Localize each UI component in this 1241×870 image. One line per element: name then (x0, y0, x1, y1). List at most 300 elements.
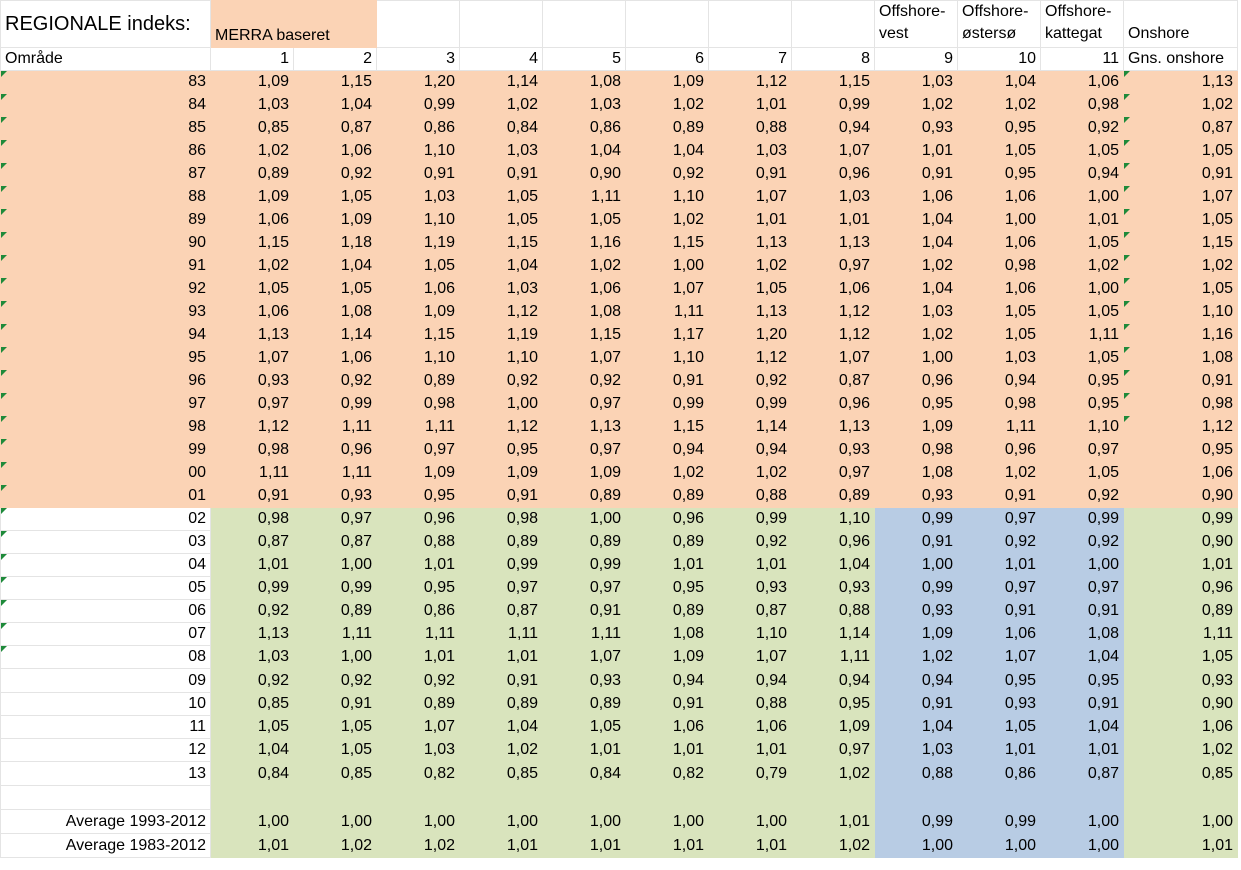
value-cell[interactable]: 0,85 (211, 693, 294, 716)
value-cell[interactable]: 0,89 (211, 163, 294, 186)
value-cell[interactable]: 1,12 (211, 416, 294, 439)
value-cell[interactable]: 0,85 (294, 762, 377, 786)
value-cell[interactable]: 1,02 (709, 462, 792, 485)
value-cell[interactable]: 0,91 (377, 163, 460, 186)
row-label[interactable]: 04 (1, 554, 211, 577)
row-label[interactable]: 92 (1, 278, 211, 301)
value-cell[interactable]: 1,04 (626, 140, 709, 163)
value-cell[interactable]: 0,94 (709, 439, 792, 462)
value-cell[interactable]: 1,06 (958, 623, 1041, 646)
row-label[interactable]: 10 (1, 693, 211, 716)
value-cell[interactable]: 1,14 (460, 71, 543, 94)
value-cell[interactable]: 1,16 (1124, 324, 1238, 347)
value-cell[interactable]: 0,92 (543, 370, 626, 393)
value-cell[interactable] (709, 786, 792, 810)
value-cell[interactable]: 1,03 (792, 186, 875, 209)
value-cell[interactable]: 0,89 (626, 531, 709, 554)
value-cell[interactable]: 1,02 (958, 94, 1041, 117)
value-cell[interactable]: 1,06 (1124, 462, 1238, 485)
value-cell[interactable]: 0,91 (875, 163, 958, 186)
value-cell[interactable]: 1,03 (875, 301, 958, 324)
value-cell[interactable]: 1,11 (1041, 324, 1124, 347)
column-number-1[interactable]: 1 (211, 48, 294, 71)
value-cell[interactable]: 1,07 (543, 347, 626, 370)
value-cell[interactable]: 0,93 (792, 577, 875, 600)
value-cell[interactable]: 0,93 (543, 669, 626, 693)
value-cell[interactable]: 1,12 (709, 71, 792, 94)
value-cell[interactable]: 1,02 (377, 834, 460, 858)
value-cell[interactable]: 1,08 (543, 301, 626, 324)
value-cell[interactable]: 1,10 (377, 140, 460, 163)
value-cell[interactable]: 1,01 (460, 834, 543, 858)
value-cell[interactable]: 1,12 (1124, 416, 1238, 439)
value-cell[interactable]: 0,98 (211, 508, 294, 531)
value-cell[interactable]: 1,15 (1124, 232, 1238, 255)
value-cell[interactable]: 1,14 (709, 416, 792, 439)
value-cell[interactable]: 1,05 (377, 255, 460, 278)
value-cell[interactable]: 0,94 (958, 370, 1041, 393)
row-label[interactable]: 95 (1, 347, 211, 370)
value-cell[interactable]: 1,09 (211, 186, 294, 209)
value-cell[interactable]: 0,94 (875, 669, 958, 693)
row-label[interactable]: 96 (1, 370, 211, 393)
row-label[interactable]: 00 (1, 462, 211, 485)
value-cell[interactable]: 0,84 (211, 762, 294, 786)
value-cell[interactable]: 0,96 (294, 439, 377, 462)
row-label[interactable]: 99 (1, 439, 211, 462)
value-cell[interactable]: 1,13 (1124, 71, 1238, 94)
value-cell[interactable]: 0,87 (792, 370, 875, 393)
value-cell[interactable]: 1,05 (1124, 646, 1238, 669)
header-offshore-kattegat[interactable]: Offshore- kattegat (1041, 1, 1124, 48)
value-cell[interactable]: 1,01 (709, 554, 792, 577)
value-cell[interactable]: 0,99 (875, 577, 958, 600)
value-cell[interactable]: 1,11 (211, 462, 294, 485)
value-cell[interactable]: 0,92 (211, 669, 294, 693)
row-label[interactable]: 91 (1, 255, 211, 278)
value-cell[interactable]: 1,00 (875, 834, 958, 858)
value-cell[interactable]: 0,85 (211, 117, 294, 140)
header-offshore-vest[interactable]: Offshore- vest (875, 1, 958, 48)
value-cell[interactable]: 1,02 (1124, 94, 1238, 117)
value-cell[interactable]: 1,13 (543, 416, 626, 439)
value-cell[interactable]: 0,99 (211, 577, 294, 600)
value-cell[interactable]: 0,94 (1041, 163, 1124, 186)
value-cell[interactable]: 1,00 (543, 810, 626, 834)
value-cell[interactable]: 1,03 (211, 94, 294, 117)
value-cell[interactable]: 0,87 (211, 531, 294, 554)
value-cell[interactable]: 1,04 (211, 739, 294, 762)
value-cell[interactable]: 1,07 (792, 347, 875, 370)
value-cell[interactable]: 1,01 (709, 739, 792, 762)
value-cell[interactable]: 0,97 (294, 508, 377, 531)
value-cell[interactable]: 1,03 (460, 140, 543, 163)
value-cell[interactable]: 0,95 (377, 577, 460, 600)
value-cell[interactable]: 0,97 (792, 739, 875, 762)
value-cell[interactable]: 0,91 (1124, 163, 1238, 186)
row-label[interactable]: 87 (1, 163, 211, 186)
value-cell[interactable]: 0,98 (875, 439, 958, 462)
value-cell[interactable]: 0,99 (294, 577, 377, 600)
value-cell[interactable]: 1,03 (211, 646, 294, 669)
value-cell[interactable]: 0,84 (543, 762, 626, 786)
value-cell[interactable]: 0,91 (875, 531, 958, 554)
value-cell[interactable]: 1,13 (792, 232, 875, 255)
value-cell[interactable]: 1,11 (460, 623, 543, 646)
value-cell[interactable]: 1,05 (1041, 462, 1124, 485)
value-cell[interactable]: 1,02 (460, 94, 543, 117)
column-number-11[interactable]: 11 (1041, 48, 1124, 71)
value-cell[interactable]: 1,06 (958, 186, 1041, 209)
column-number-8[interactable]: 8 (792, 48, 875, 71)
value-cell[interactable]: 1,05 (294, 739, 377, 762)
value-cell[interactable]: 1,02 (543, 255, 626, 278)
row-label[interactable]: 12 (1, 739, 211, 762)
row-label[interactable]: 06 (1, 600, 211, 623)
value-cell[interactable]: 1,08 (543, 71, 626, 94)
value-cell[interactable]: 1,10 (1041, 416, 1124, 439)
value-cell[interactable] (626, 786, 709, 810)
value-cell[interactable]: 0,89 (792, 485, 875, 508)
value-cell[interactable]: 1,01 (626, 554, 709, 577)
value-cell[interactable]: 1,06 (792, 278, 875, 301)
column-number-6[interactable]: 6 (626, 48, 709, 71)
value-cell[interactable]: 1,00 (1041, 554, 1124, 577)
value-cell[interactable]: 1,02 (1041, 255, 1124, 278)
value-cell[interactable]: 0,89 (460, 531, 543, 554)
value-cell[interactable]: 1,10 (626, 186, 709, 209)
value-cell[interactable]: 1,00 (875, 554, 958, 577)
value-cell[interactable]: 0,91 (1041, 600, 1124, 623)
value-cell[interactable]: 1,10 (460, 347, 543, 370)
value-cell[interactable]: 1,12 (792, 324, 875, 347)
value-cell[interactable]: 1,00 (1041, 278, 1124, 301)
value-cell[interactable]: 1,05 (958, 716, 1041, 739)
value-cell[interactable]: 1,02 (792, 762, 875, 786)
value-cell[interactable]: 1,00 (1124, 810, 1238, 834)
value-cell[interactable] (460, 786, 543, 810)
row-label[interactable]: 09 (1, 669, 211, 693)
value-cell[interactable]: 0,91 (460, 669, 543, 693)
value-cell[interactable]: 0,99 (958, 810, 1041, 834)
value-cell[interactable]: 1,10 (377, 347, 460, 370)
value-cell[interactable]: 1,07 (709, 186, 792, 209)
value-cell[interactable]: 0,96 (792, 163, 875, 186)
value-cell[interactable]: 0,97 (958, 577, 1041, 600)
row-label[interactable]: 84 (1, 94, 211, 117)
value-cell[interactable]: 1,01 (1041, 209, 1124, 232)
row-label[interactable]: 98 (1, 416, 211, 439)
value-cell[interactable] (377, 786, 460, 810)
value-cell[interactable]: 1,13 (709, 301, 792, 324)
value-cell[interactable]: 1,02 (875, 255, 958, 278)
value-cell[interactable]: 1,02 (626, 209, 709, 232)
value-cell[interactable]: 0,92 (1041, 485, 1124, 508)
value-cell[interactable]: 1,11 (626, 301, 709, 324)
value-cell[interactable]: 1,06 (875, 186, 958, 209)
value-cell[interactable]: 0,97 (211, 393, 294, 416)
value-cell[interactable]: 0,97 (792, 255, 875, 278)
value-cell[interactable]: 1,06 (211, 209, 294, 232)
value-cell[interactable]: 0,91 (294, 693, 377, 716)
value-cell[interactable]: 0,90 (1124, 693, 1238, 716)
row-label[interactable]: 11 (1, 716, 211, 739)
value-cell[interactable]: 0,89 (543, 485, 626, 508)
value-cell[interactable]: 1,07 (626, 278, 709, 301)
value-cell[interactable]: 1,05 (1124, 140, 1238, 163)
value-cell[interactable]: 0,95 (1041, 669, 1124, 693)
value-cell[interactable]: 0,91 (875, 693, 958, 716)
value-cell[interactable]: 1,05 (543, 716, 626, 739)
value-cell[interactable]: 0,99 (543, 554, 626, 577)
value-cell[interactable]: 1,00 (294, 646, 377, 669)
value-cell[interactable]: 1,13 (211, 324, 294, 347)
value-cell[interactable]: 1,07 (792, 140, 875, 163)
value-cell[interactable]: 0,88 (709, 485, 792, 508)
value-cell[interactable]: 1,00 (958, 209, 1041, 232)
value-cell[interactable]: 0,89 (377, 370, 460, 393)
value-cell[interactable]: 0,94 (709, 669, 792, 693)
value-cell[interactable]: 1,10 (626, 347, 709, 370)
value-cell[interactable] (1041, 786, 1124, 810)
value-cell[interactable]: 0,98 (211, 439, 294, 462)
value-cell[interactable]: 0,88 (792, 600, 875, 623)
value-cell[interactable]: 0,92 (1041, 531, 1124, 554)
value-cell[interactable]: 1,02 (626, 94, 709, 117)
value-cell[interactable]: 0,96 (792, 531, 875, 554)
value-cell[interactable]: 1,05 (958, 140, 1041, 163)
value-cell[interactable]: 0,97 (1041, 577, 1124, 600)
value-cell[interactable]: 1,02 (875, 94, 958, 117)
value-cell[interactable]: 1,03 (460, 278, 543, 301)
value-cell[interactable]: 1,05 (1041, 347, 1124, 370)
value-cell[interactable]: 0,91 (543, 600, 626, 623)
value-cell[interactable]: 1,04 (294, 255, 377, 278)
value-cell[interactable]: 1,06 (294, 140, 377, 163)
value-cell[interactable]: 1,06 (709, 716, 792, 739)
value-cell[interactable]: 1,02 (958, 462, 1041, 485)
value-cell[interactable]: 1,09 (875, 623, 958, 646)
value-cell[interactable]: 1,15 (211, 232, 294, 255)
value-cell[interactable]: 0,95 (1041, 393, 1124, 416)
value-cell[interactable]: 1,00 (626, 255, 709, 278)
value-cell[interactable]: 0,95 (875, 393, 958, 416)
value-cell[interactable]: 0,91 (958, 600, 1041, 623)
row-label[interactable] (1, 786, 211, 810)
value-cell[interactable]: 1,04 (1041, 646, 1124, 669)
value-cell[interactable] (294, 786, 377, 810)
value-cell[interactable]: 0,97 (543, 393, 626, 416)
value-cell[interactable]: 1,15 (294, 71, 377, 94)
value-cell[interactable]: 0,95 (958, 669, 1041, 693)
merra-label[interactable]: MERRA baseret (211, 1, 377, 48)
value-cell[interactable]: 1,06 (1041, 71, 1124, 94)
value-cell[interactable]: 1,06 (543, 278, 626, 301)
value-cell[interactable]: 0,93 (1124, 669, 1238, 693)
value-cell[interactable]: 0,99 (875, 508, 958, 531)
value-cell[interactable]: 1,09 (460, 462, 543, 485)
value-cell[interactable]: 0,87 (294, 117, 377, 140)
value-cell[interactable]: 0,90 (543, 163, 626, 186)
value-cell[interactable]: 1,04 (958, 71, 1041, 94)
value-cell[interactable]: 1,00 (211, 810, 294, 834)
value-cell[interactable]: 0,88 (709, 117, 792, 140)
value-cell[interactable]: 0,97 (543, 439, 626, 462)
value-cell[interactable]: 1,10 (1124, 301, 1238, 324)
value-cell[interactable]: 1,18 (294, 232, 377, 255)
value-cell[interactable]: 0,99 (709, 508, 792, 531)
value-cell[interactable]: 0,93 (875, 600, 958, 623)
value-cell[interactable]: 1,11 (958, 416, 1041, 439)
value-cell[interactable]: 1,06 (294, 347, 377, 370)
value-cell[interactable]: 0,89 (294, 600, 377, 623)
row-label[interactable]: 89 (1, 209, 211, 232)
value-cell[interactable]: 0,92 (377, 669, 460, 693)
value-cell[interactable]: 1,05 (460, 209, 543, 232)
sheet-title[interactable]: REGIONALE indeks: (1, 1, 211, 48)
value-cell[interactable]: 1,05 (1041, 140, 1124, 163)
value-cell[interactable]: 1,01 (626, 739, 709, 762)
value-cell[interactable]: 0,94 (792, 669, 875, 693)
value-cell[interactable] (875, 786, 958, 810)
value-cell[interactable]: 0,84 (460, 117, 543, 140)
value-cell[interactable]: 0,92 (294, 669, 377, 693)
row-label[interactable]: 07 (1, 623, 211, 646)
value-cell[interactable]: 0,92 (294, 370, 377, 393)
column-number-3[interactable]: 3 (377, 48, 460, 71)
value-cell[interactable]: 1,01 (377, 554, 460, 577)
value-cell[interactable]: 1,05 (543, 209, 626, 232)
value-cell[interactable]: 1,00 (543, 508, 626, 531)
value-cell[interactable]: 1,16 (543, 232, 626, 255)
row-label[interactable]: Average 1983-2012 (1, 834, 211, 858)
value-cell[interactable]: 0,91 (1041, 693, 1124, 716)
row-label[interactable]: 88 (1, 186, 211, 209)
value-cell[interactable]: 1,09 (543, 462, 626, 485)
value-cell[interactable]: 0,99 (626, 393, 709, 416)
value-cell[interactable]: 0,91 (958, 485, 1041, 508)
value-cell[interactable]: 1,05 (294, 186, 377, 209)
value-cell[interactable]: 1,02 (211, 140, 294, 163)
value-cell[interactable]: 1,06 (377, 278, 460, 301)
value-cell[interactable]: 1,05 (958, 301, 1041, 324)
header-offshore-ostersoe[interactable]: Offshore- østersø (958, 1, 1041, 48)
value-cell[interactable]: 1,09 (626, 646, 709, 669)
value-cell[interactable]: 1,08 (626, 623, 709, 646)
value-cell[interactable]: 1,12 (792, 301, 875, 324)
value-cell[interactable]: 1,10 (377, 209, 460, 232)
value-cell[interactable]: 1,01 (875, 140, 958, 163)
value-cell[interactable]: 1,13 (792, 416, 875, 439)
value-cell[interactable]: 0,97 (792, 462, 875, 485)
value-cell[interactable]: 1,15 (543, 324, 626, 347)
value-cell[interactable]: 1,04 (1041, 716, 1124, 739)
value-cell[interactable]: 1,12 (709, 347, 792, 370)
value-cell[interactable]: 0,88 (875, 762, 958, 786)
value-cell[interactable]: 1,05 (211, 716, 294, 739)
value-cell[interactable]: 1,11 (377, 623, 460, 646)
value-cell[interactable]: 1,00 (1041, 834, 1124, 858)
value-cell[interactable]: 1,01 (1041, 739, 1124, 762)
value-cell[interactable]: 0,99 (1124, 508, 1238, 531)
value-cell[interactable]: 0,94 (626, 439, 709, 462)
value-cell[interactable]: 1,05 (709, 278, 792, 301)
column-number-2[interactable]: 2 (294, 48, 377, 71)
value-cell[interactable]: 0,85 (1124, 762, 1238, 786)
value-cell[interactable]: 0,91 (211, 485, 294, 508)
value-cell[interactable]: 1,03 (875, 71, 958, 94)
value-cell[interactable]: 1,09 (377, 462, 460, 485)
value-cell[interactable]: 0,89 (377, 693, 460, 716)
value-cell[interactable]: 0,85 (460, 762, 543, 786)
value-cell[interactable]: 0,87 (460, 600, 543, 623)
value-cell[interactable]: 0,92 (211, 600, 294, 623)
value-cell[interactable]: 0,92 (709, 370, 792, 393)
value-cell[interactable]: 0,97 (543, 577, 626, 600)
value-cell[interactable]: 1,11 (377, 416, 460, 439)
value-cell[interactable]: 0,86 (377, 600, 460, 623)
value-cell[interactable]: 1,00 (709, 810, 792, 834)
value-cell[interactable]: 0,96 (875, 370, 958, 393)
value-cell[interactable]: 1,04 (875, 232, 958, 255)
value-cell[interactable]: 1,05 (460, 186, 543, 209)
value-cell[interactable]: 1,01 (377, 646, 460, 669)
value-cell[interactable]: 0,89 (1124, 600, 1238, 623)
value-cell[interactable]: 1,03 (958, 347, 1041, 370)
value-cell[interactable]: 1,13 (211, 623, 294, 646)
value-cell[interactable]: 1,00 (1041, 186, 1124, 209)
value-cell[interactable]: 0,99 (460, 554, 543, 577)
value-cell[interactable]: 0,93 (875, 117, 958, 140)
value-cell[interactable]: 1,00 (377, 810, 460, 834)
value-cell[interactable]: 1,04 (792, 554, 875, 577)
value-cell[interactable]: 1,02 (1124, 739, 1238, 762)
row-label[interactable]: 94 (1, 324, 211, 347)
value-cell[interactable]: 1,11 (792, 646, 875, 669)
value-cell[interactable]: 1,19 (377, 232, 460, 255)
value-cell[interactable]: 1,02 (294, 834, 377, 858)
value-cell[interactable]: 1,05 (294, 278, 377, 301)
value-cell[interactable]: 0,95 (1041, 370, 1124, 393)
value-cell[interactable]: 1,01 (792, 810, 875, 834)
value-cell[interactable]: 1,09 (875, 416, 958, 439)
value-cell[interactable]: 1,05 (1124, 209, 1238, 232)
value-cell[interactable]: 1,02 (1124, 255, 1238, 278)
value-cell[interactable]: 1,02 (875, 324, 958, 347)
value-cell[interactable]: 1,11 (543, 623, 626, 646)
value-cell[interactable]: 0,95 (377, 485, 460, 508)
value-cell[interactable]: 0,86 (958, 762, 1041, 786)
row-label[interactable]: 83 (1, 71, 211, 94)
value-cell[interactable]: 1,07 (958, 646, 1041, 669)
value-cell[interactable]: 1,00 (294, 810, 377, 834)
value-cell[interactable]: 0,91 (460, 163, 543, 186)
value-cell[interactable]: 0,97 (377, 439, 460, 462)
value-cell[interactable]: 0,82 (626, 762, 709, 786)
value-cell[interactable]: 0,98 (1124, 393, 1238, 416)
value-cell[interactable]: 0,98 (1041, 94, 1124, 117)
value-cell[interactable]: 1,15 (626, 232, 709, 255)
value-cell[interactable]: 0,79 (709, 762, 792, 786)
value-cell[interactable]: 1,02 (792, 834, 875, 858)
value-cell[interactable]: 0,88 (709, 693, 792, 716)
row-label[interactable]: 01 (1, 485, 211, 508)
row-label[interactable]: 08 (1, 646, 211, 669)
row-label[interactable]: 03 (1, 531, 211, 554)
value-cell[interactable]: 1,00 (958, 834, 1041, 858)
value-cell[interactable]: 1,09 (792, 716, 875, 739)
value-cell[interactable]: 1,15 (626, 416, 709, 439)
